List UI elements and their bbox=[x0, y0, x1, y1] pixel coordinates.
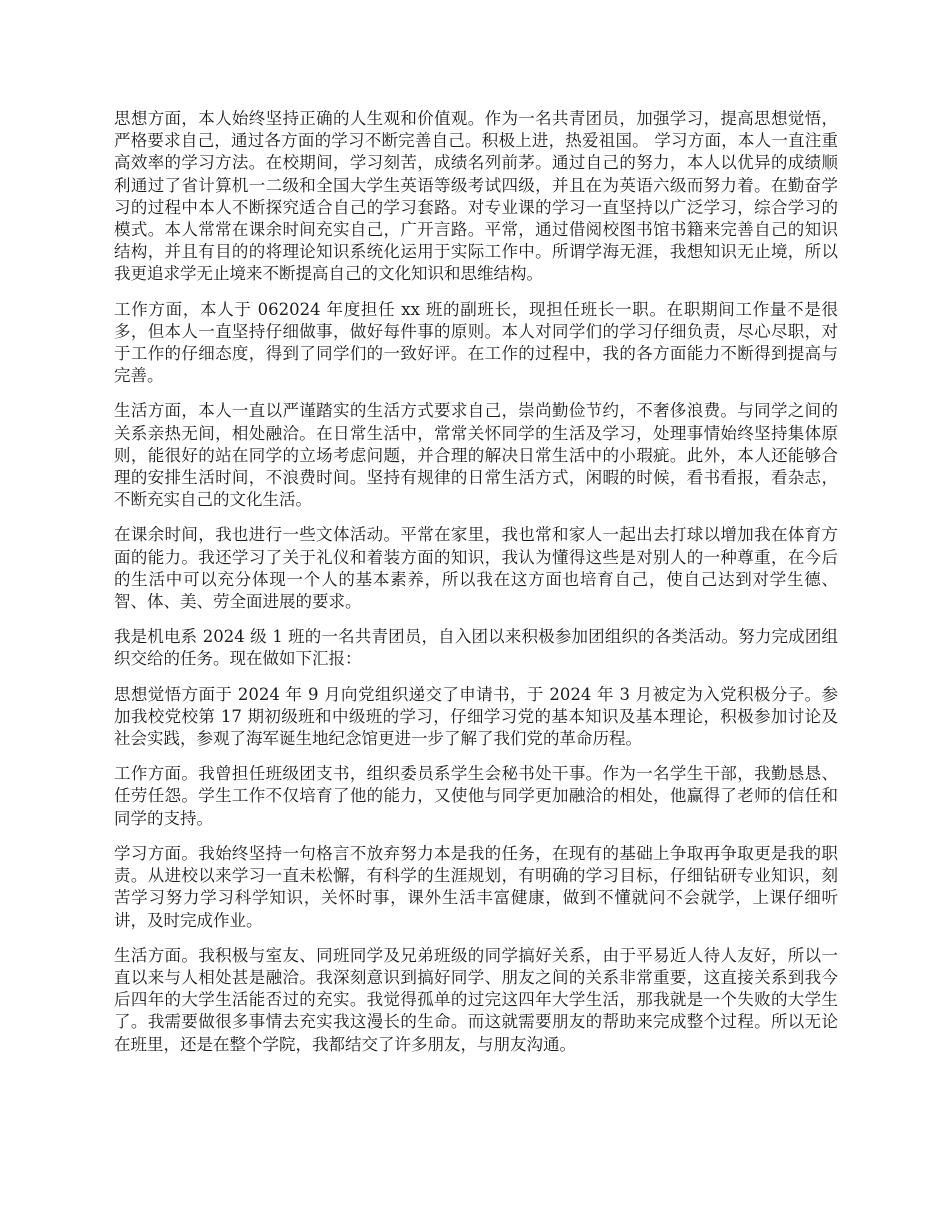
paragraph-work-2: 工作方面。我曾担任班级团支书，组织委员系学生会秘书处干事。作为一名学生干部，我勤恳恳、任劳任怨。学生工作不仅培育了他的能力，又使他与同学更加融洽的相处，他赢得了老师的信任和同学的支持。 bbox=[114, 764, 838, 828]
paragraph-leisure: 在课余时间，我也进行一些文体活动。平常在家里，我也常和家人一起出去打球以增加我在体育方面的能力。我还学习了关于礼仪和着装方面的知识，我认为懂得这些是对别人的一种尊重，在今后的生活中可以充分体现一个人的基本素养，所以我在这方面也培育自己，使自己达到对学生德、智、体、美、劳全面进展的要求。 bbox=[114, 525, 838, 612]
paragraph-work: 工作方面，本人于 062024 年度担任 xx 班的副班长，现担任班长一职。在职期间工作量不是很多，但本人一直坚持仔细做事，做好每件事的原则。本人对同学们的学习仔细负责，尽心尽职，对于工作的仔细态度，得到了同学们的一致好评。在工作的过程中，我的各方面能力不断得到提高与完善。 bbox=[114, 299, 838, 386]
paragraph-thought: 思想方面，本人始终坚持正确的人生观和价值观。作为一名共青团员，加强学习，提高思想觉悟，严格要求自己，通过各方面的学习不断完善自己。积极上进，热爱祖国。 学习方面，本人一直注重高效率的学习方法。在校期间，学习刻苦，成绩名列前茅。通过自己的努力，本人以优异的成绩顺利通过了省计算机一二级和全国大学生英语等级考试四级，并且在为英语六级而努力着。在勤奋学习的过程中本人不断探究适合自己的学习套路。对专业课的学习一直坚持以广泛学习，综合学习的模式。本人常常在课余时间充实自己，广开言路。平常，通过借阅校图书馆书籍来完善自己的知识结构，并且有目的的将理论知识系统化运用于实际工作中。所谓学海无涯，我想知识无止境，所以我更追求学无止境来不断提高自己的文化知识和思维结构。 bbox=[114, 109, 838, 284]
paragraph-political: 思想觉悟方面于 2024 年 9 月向党组织递交了申请书，于 2024 年 3 月被定为入党积极分子。参加我校党校第 17 期初级班和中级班的学习，仔细学习党的基本知识及基本理论，积极参加讨论及社会实践，参观了海军诞生地纪念馆更进一步了解了我们党的革命历程。 bbox=[114, 684, 838, 749]
paragraph-life: 生活方面，本人一直以严谨踏实的生活方式要求自己，崇尚勤俭节约，不奢侈浪费。与同学之间的关系亲热无间，相处融洽。在日常生活中，常常关怀同学的生活及学习，处理事情始终坚持集体原则，能很好的站在同学的立场考虑问题，并合理的解决日常生活中的小瑕疵。此外，本人还能够合理的安排生活时间，不浪费时间。坚持有规律的日常生活方式，闲暇的时候，看书看报，看杂志，不断充实自己的文化生活。 bbox=[114, 401, 838, 510]
paragraph-intro: 我是机电系 2024 级 1 班的一名共青团员，自入团以来积极参加团组织的各类活动。努力完成团组织交给的任务。现在做如下汇报： bbox=[114, 627, 838, 669]
paragraph-life-2: 生活方面。我积极与室友、同班同学及兄弟班级的同学搞好关系，由于平易近人待人友好，所以一直以来与人相处甚是融洽。我深刻意识到搞好同学、朋友之间的关系非常重要，这直接关系到我今后四年的大学生活能否过的充实。我觉得孤单的过完这四年大学生活，那我就是一个失败的大学生了。我需要做很多事情去充实我这漫长的生命。而这就需要朋友的帮助来完成整个过程。所以无论在班里，还是在整个学院，我都结交了许多朋友，与朋友沟通。 bbox=[114, 945, 838, 1054]
paragraph-study: 学习方面。我始终坚持一句格言不放弃努力本是我的任务，在现有的基础上争取再争取更是我的职责。从进校以来学习一直未松懈，有科学的生涯规划，有明确的学习目标，仔细钻研专业知识，刻苦学习努力学习科学知识，关怀时事，课外生活丰富健康，做到不懂就问不会就学，上课仔细听讲，及时完成作业。 bbox=[114, 843, 838, 930]
document-body bbox=[114, 108, 838, 1069]
